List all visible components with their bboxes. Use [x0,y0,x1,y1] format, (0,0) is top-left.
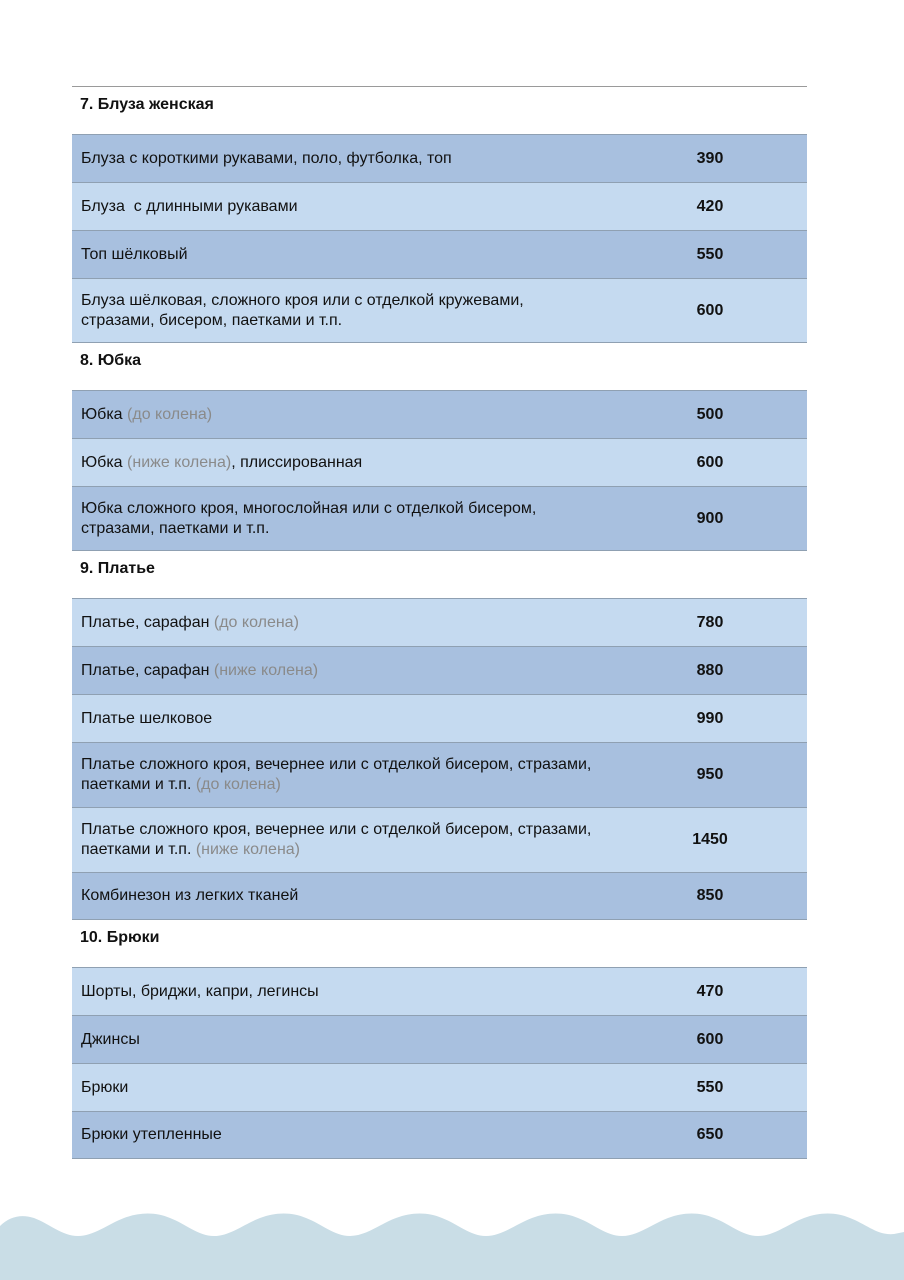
item-price: 550 [613,231,807,278]
item-description [72,135,606,182]
item-note: (до колена) [195,776,281,793]
price-row [72,1111,807,1159]
item-note: (до колена) [127,405,213,423]
price-row [72,1015,807,1063]
item-text-suffix: , плиссированная [231,453,363,471]
item-text: Юбка [81,453,128,471]
item-text: Шорты, бриджи, капри, легинсы [81,982,319,1000]
item-text: Джинсы [81,1030,140,1048]
item-price: 550 [613,1064,807,1111]
item-price: 600 [613,1016,807,1063]
item-text: Платье сложного кроя, вечернее или с отделкой бисером, стразами, паетками и т.п. [81,756,592,793]
item-price: 600 [613,439,807,486]
price-row [72,1063,807,1111]
item-text: Брюки утепленные [81,1126,222,1143]
section-title: 8. Юбка [80,352,142,369]
item-price: 650 [613,1112,807,1158]
item-description [72,968,606,1015]
section-title: 10. Брюки [80,929,160,946]
item-price: 990 [613,695,807,742]
item-text: Блуза шёлковая, сложного кроя или с отделкой кружевами, стразами, бисером, паетками и т.п. [81,291,524,329]
item-description [72,873,606,919]
item-description [72,487,606,550]
item-description [72,439,606,486]
price-row [72,694,807,742]
item-description [72,391,606,438]
price-row [72,598,807,646]
item-description [72,231,606,278]
price-row [72,390,807,438]
item-description [72,743,606,807]
item-text: Брюки [81,1078,129,1096]
item-price: 600 [613,279,807,342]
price-row [72,278,807,343]
section-title: 7. Блуза женская [80,96,214,113]
item-price: 390 [613,135,807,182]
section-title: 9. Платье [80,560,155,577]
item-description [72,599,606,646]
price-row [72,438,807,486]
price-list [72,87,807,1159]
item-note: (ниже колена) [195,841,300,858]
price-row [72,134,807,182]
item-price: 900 [613,487,807,550]
price-row [72,967,807,1015]
item-price: 1450 [613,808,807,872]
item-note: (ниже колена) [213,661,319,679]
item-price: 500 [613,391,807,438]
item-text: Платье шелковое [81,709,213,727]
item-description [72,808,606,872]
price-row [72,182,807,230]
item-description [72,647,606,694]
item-description [72,279,606,342]
item-text: Платье сложного кроя, вечернее или с отделкой бисером, стразами, паетками и т.п. [81,821,592,858]
price-row [72,872,807,920]
item-text: Комбинезон из легких тканей [81,887,299,904]
item-text: Юбка [81,405,128,423]
item-description [72,1016,606,1063]
item-text: Блуза с длинными рукавами [81,197,298,215]
item-price: 950 [613,743,807,807]
item-price: 880 [613,647,807,694]
item-text: Юбка сложного кроя, многослойная или с отделкой бисером, стразами, паетками и т.п. [81,499,537,537]
item-description [72,1064,606,1111]
price-row [72,807,807,872]
item-price: 420 [613,183,807,230]
item-text: Платье, сарафан [81,613,214,631]
item-price: 850 [613,873,807,919]
item-price: 470 [613,968,807,1015]
item-note: (до колена) [213,613,299,631]
price-row [72,486,807,551]
item-text: Топ шёлковый [81,245,188,263]
item-text: Платье, сарафан [81,661,214,679]
price-row [72,646,807,694]
item-description [72,1112,606,1158]
decorative-wave-footer [0,1212,904,1280]
item-price: 780 [613,599,807,646]
item-description [72,183,606,230]
item-text: Блуза с короткими рукавами, поло, футболка, топ [81,149,452,167]
item-description [72,695,606,742]
price-row [72,742,807,807]
price-row [72,230,807,278]
wave-shape [0,1214,904,1280]
item-note: (ниже колена) [127,453,232,471]
